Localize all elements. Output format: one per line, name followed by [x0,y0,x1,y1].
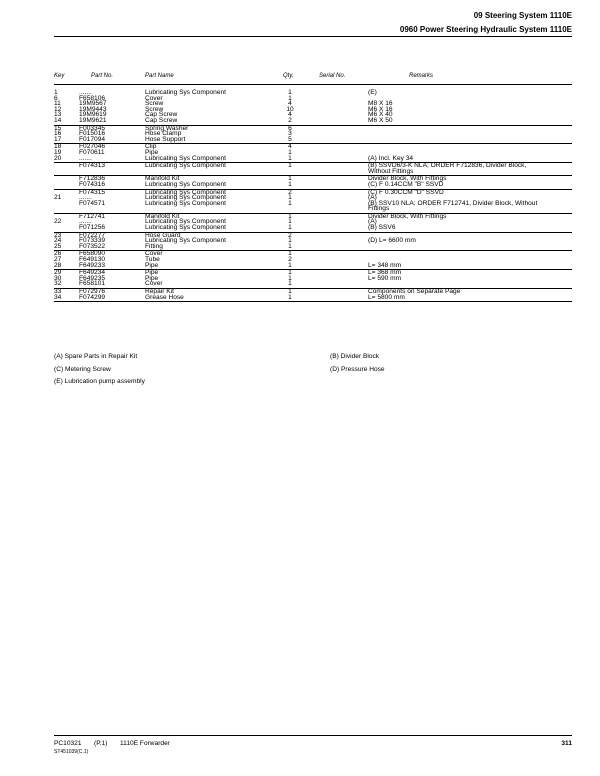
cell-part-name: Pipe [145,148,159,156]
cell-key: 33 [54,288,62,295]
cell-part-name: Pipe [145,269,159,277]
section-title: 09 Steering System 1110E [473,11,572,20]
cell-remarks: (C) F 0.30CCM "D" SSVD [368,188,444,196]
cell-remarks: M6 X 40 [368,111,393,119]
table-group [54,90,572,126]
cell-key: 23 [54,231,62,239]
cell-part-no: F070611 [79,148,105,156]
cell-part-name: Pipe [145,261,159,269]
cell-qty: 1 [288,89,292,96]
cell-part-name: Pipe [145,274,159,282]
cell-part-name: Lubricating Sys Component [145,154,227,162]
cell-qty: 3 [288,130,292,138]
cell-part-no: F712741 [79,212,106,220]
table-row [54,281,572,287]
cell-remarks: (C) F 0.14CCM "B" SSVD [368,180,444,188]
cell-key: 25 [54,242,62,250]
cell-part-no: F003345 [79,124,106,132]
cell-part-no: ....... [79,154,92,162]
table-group [54,190,572,214]
cell-part-name: Lubricating Sys Component [145,237,227,245]
cell-remarks: L= 5800 mm [368,293,405,301]
cell-qty: 1 [288,218,292,226]
cell-part-no: F072976 [79,288,106,295]
cell-part-no: F072277 [79,231,106,239]
cell-part-name: Cover [145,250,163,258]
cell-part-name: Repair Kit [145,288,174,295]
cell-part-no: 19M9567 [79,100,107,108]
col-header-part-no: Part No. [91,73,114,79]
cell-qty: 2 [288,116,292,124]
col-header-remarks: Remarks [409,73,434,79]
cell-key: 16 [54,130,62,138]
cell-key: 11 [54,100,61,108]
cell-remarks: Divider Block, With Fittings [368,175,447,183]
header-divider [54,36,572,37]
cell-qty: 1 [288,148,292,156]
col-header-key: Key [54,73,65,79]
cell-key: 28 [54,261,62,269]
cell-part-no: F074571 [79,199,106,207]
footer-doc: PC10321 [54,740,82,747]
cell-part-name: Cover [145,94,163,102]
cell-part-name: Lubricating Sys Component [145,162,227,170]
footer-divider [54,735,572,736]
cell-remarks: Components on Separate Page [368,288,461,295]
cell-qty: 1 [288,180,292,188]
table-row [54,206,572,212]
cell-qty: 4 [288,111,292,119]
cell-part-no: ....... [79,218,92,226]
cell-qty: 1 [288,199,292,207]
cell-part-no: F074299 [79,293,106,301]
cell-remarks: (B) SSVD6/3-K NLA; ORDER F712836, Divider Block, [368,162,527,170]
table-row [54,182,572,188]
cell-qty: 1 [288,274,292,282]
cell-part-name: Lubricating Sys Component [145,199,227,207]
cell-part-name: Manifold Kit [145,212,180,220]
cell-part-name: Hose Guard [145,231,181,239]
cell-qty: 6 [288,124,292,132]
cell-part-name: Screw [145,100,164,108]
cell-key: 26 [54,250,62,258]
legend-e: (E) Lubrication pump assembly [54,378,145,386]
cell-part-name: Cap Screw [145,111,178,119]
table-group [54,233,572,252]
cell-part-no: F649235 [79,274,106,282]
table-row [54,169,572,175]
cell-part-name: Tube [145,256,160,264]
cell-part-name: Hose Support [145,135,186,143]
cell-remarks: Divider Block, With Fittings [368,212,447,220]
cell-key: 14 [54,116,62,124]
cell-key: 19 [54,148,62,156]
cell-part-name: Screw [145,105,164,113]
cell-part-name: Manifold Kit [145,175,180,183]
cell-part-no: ....... [79,89,92,96]
cell-qty: 1 [288,212,292,220]
cell-key: 21 [54,194,62,202]
cell-part-name: Lubricating Sys Component [145,194,227,202]
cell-remarks: (B) SSV6 [368,224,396,232]
cell-qty: 1 [288,237,292,245]
cell-key: 20 [54,154,62,162]
cell-key: 24 [54,237,62,245]
cell-qty: 2 [288,188,292,196]
cell-part-no: F074316 [79,180,106,188]
cell-key: 34 [54,293,62,301]
cell-part-no: 19M9621 [79,116,107,124]
cell-qty: 4 [288,100,292,108]
cell-key: 22 [54,218,62,226]
cell-qty: 1 [288,288,292,295]
cell-qty: 1 [288,175,292,183]
subsection-title: 0960 Power Steering Hydraulic System 1110E [399,25,572,34]
cell-qty: 1 [288,293,292,301]
cell-key: 1 [54,89,58,96]
cell-qty: 1 [288,242,292,250]
col-header-serial-no: Serial No. [319,73,346,79]
cell-part-name: Cover [145,280,163,288]
cell-qty: 1 [288,261,292,269]
cell-remarks: L= 348 mm [368,261,402,269]
cell-part-name: Fitting [145,242,163,250]
footer-part: (P.1) [94,740,108,747]
cell-part-name: Lubricating Sys Component [145,218,227,226]
cell-key: 12 [54,105,62,113]
table-group [54,176,572,189]
cell-part-name: Lubricating Sys Component [145,89,227,96]
col-header-part-name: Part Name [145,73,174,79]
cell-qty: 1 [288,224,292,232]
cell-remarks: Without Fittings [368,167,414,175]
cell-remarks: M6 X 50 [368,116,393,124]
table-group [54,214,572,233]
cell-part-no: ....... [79,194,92,202]
cell-part-no: F027046 [79,143,106,151]
cell-qty: 1 [288,194,292,202]
cell-qty: 1 [288,162,292,170]
cell-part-no: F017094 [79,135,106,143]
cell-key: 17 [54,135,62,143]
cell-key: 15 [54,124,62,132]
cell-part-no: F073339 [79,237,106,245]
parts-table [54,90,572,302]
table-group [54,163,572,176]
cell-part-no: F649130 [79,256,106,264]
footer-model: 1110E Forwarder [120,740,170,747]
cell-part-no: F074315 [79,188,106,196]
cell-part-name: Hose Clamp [145,130,182,138]
cell-part-no: F658106 [79,94,106,102]
cell-key: 30 [54,274,62,282]
cell-qty: 5 [288,135,292,143]
footer-code: ST451039(C.1) [54,749,89,755]
cell-qty: 1 [288,269,292,277]
table-row [54,225,572,231]
cell-part-no: F071256 [79,224,106,232]
cell-part-name: Spring Washer [145,124,189,132]
cell-remarks: (A) [368,194,377,202]
table-row [54,295,572,301]
cell-qty: 4 [288,143,292,151]
cell-part-no: F649234 [79,269,106,277]
cell-remarks: (A) Incl. Key 34 [368,154,414,162]
cell-qty: 2 [288,231,292,239]
cell-part-no: F712836 [79,175,106,183]
cell-part-name: Cap Screw [145,116,178,124]
cell-remarks: L= 368 mm [368,269,402,277]
cell-remarks: (A) [368,218,377,226]
table-group [54,270,572,289]
table-row [54,118,572,124]
cell-part-no: F658101 [79,280,106,288]
col-header-qty: Qty. [283,73,294,79]
table-header-divider [54,84,572,85]
cell-part-name: Lubricating Sys Component [145,224,227,232]
cell-part-no: F073522 [79,242,106,250]
cell-remarks: M8 X 16 [368,100,393,108]
cell-qty: 10 [286,105,294,113]
table-row [54,156,572,162]
legend-b: (B) Divider Block [330,353,380,360]
cell-part-no: F658090 [79,250,106,258]
cell-part-no: 19M9443 [79,105,107,113]
cell-remarks: (D) L= 6600 mm [368,237,416,245]
cell-part-name: Grease Hose [145,293,184,301]
page-number: 311 [561,740,572,747]
table-group [54,251,572,270]
cell-qty: 1 [288,250,292,258]
legend-c: (C) Metering Screw [54,365,111,373]
table-row [54,263,572,269]
cell-remarks: (B) SSV10 NLA; ORDER F712741, Divider Block, Without [368,199,538,207]
cell-key: 6 [54,94,58,102]
cell-key: 27 [54,256,62,264]
cell-remarks: M6 X 16 [368,105,393,113]
cell-part-no: F649233 [79,261,106,269]
cell-qty: 1 [288,154,292,162]
legend-a: (A) Spare Parts in Repair Kit [54,353,138,360]
table-row [54,244,572,250]
cell-key: 29 [54,269,62,277]
legend-d: (D) Pressure Hose [330,365,385,373]
cell-key: 13 [54,111,62,119]
cell-remarks: (E) [368,89,377,96]
cell-part-no: F015016 [79,130,106,138]
cell-part-name: Lubricating Sys Component [145,188,227,196]
cell-part-name: Clip [145,143,157,151]
cell-remarks: Fittings [368,205,390,213]
cell-qty: 1 [288,280,292,288]
table-group [54,126,572,145]
cell-remarks: L= 590 mm [368,274,402,282]
cell-key: 32 [54,280,62,288]
cell-qty: 2 [288,256,292,264]
cell-part-no: 19M9619 [79,111,107,119]
cell-part-no: F074313 [79,162,106,170]
cell-qty: 1 [288,94,292,102]
cell-part-name: Lubricating Sys Component [145,180,227,188]
table-row [54,137,572,143]
table-group [54,144,572,163]
table-group [54,289,572,302]
cell-key: 18 [54,143,62,151]
